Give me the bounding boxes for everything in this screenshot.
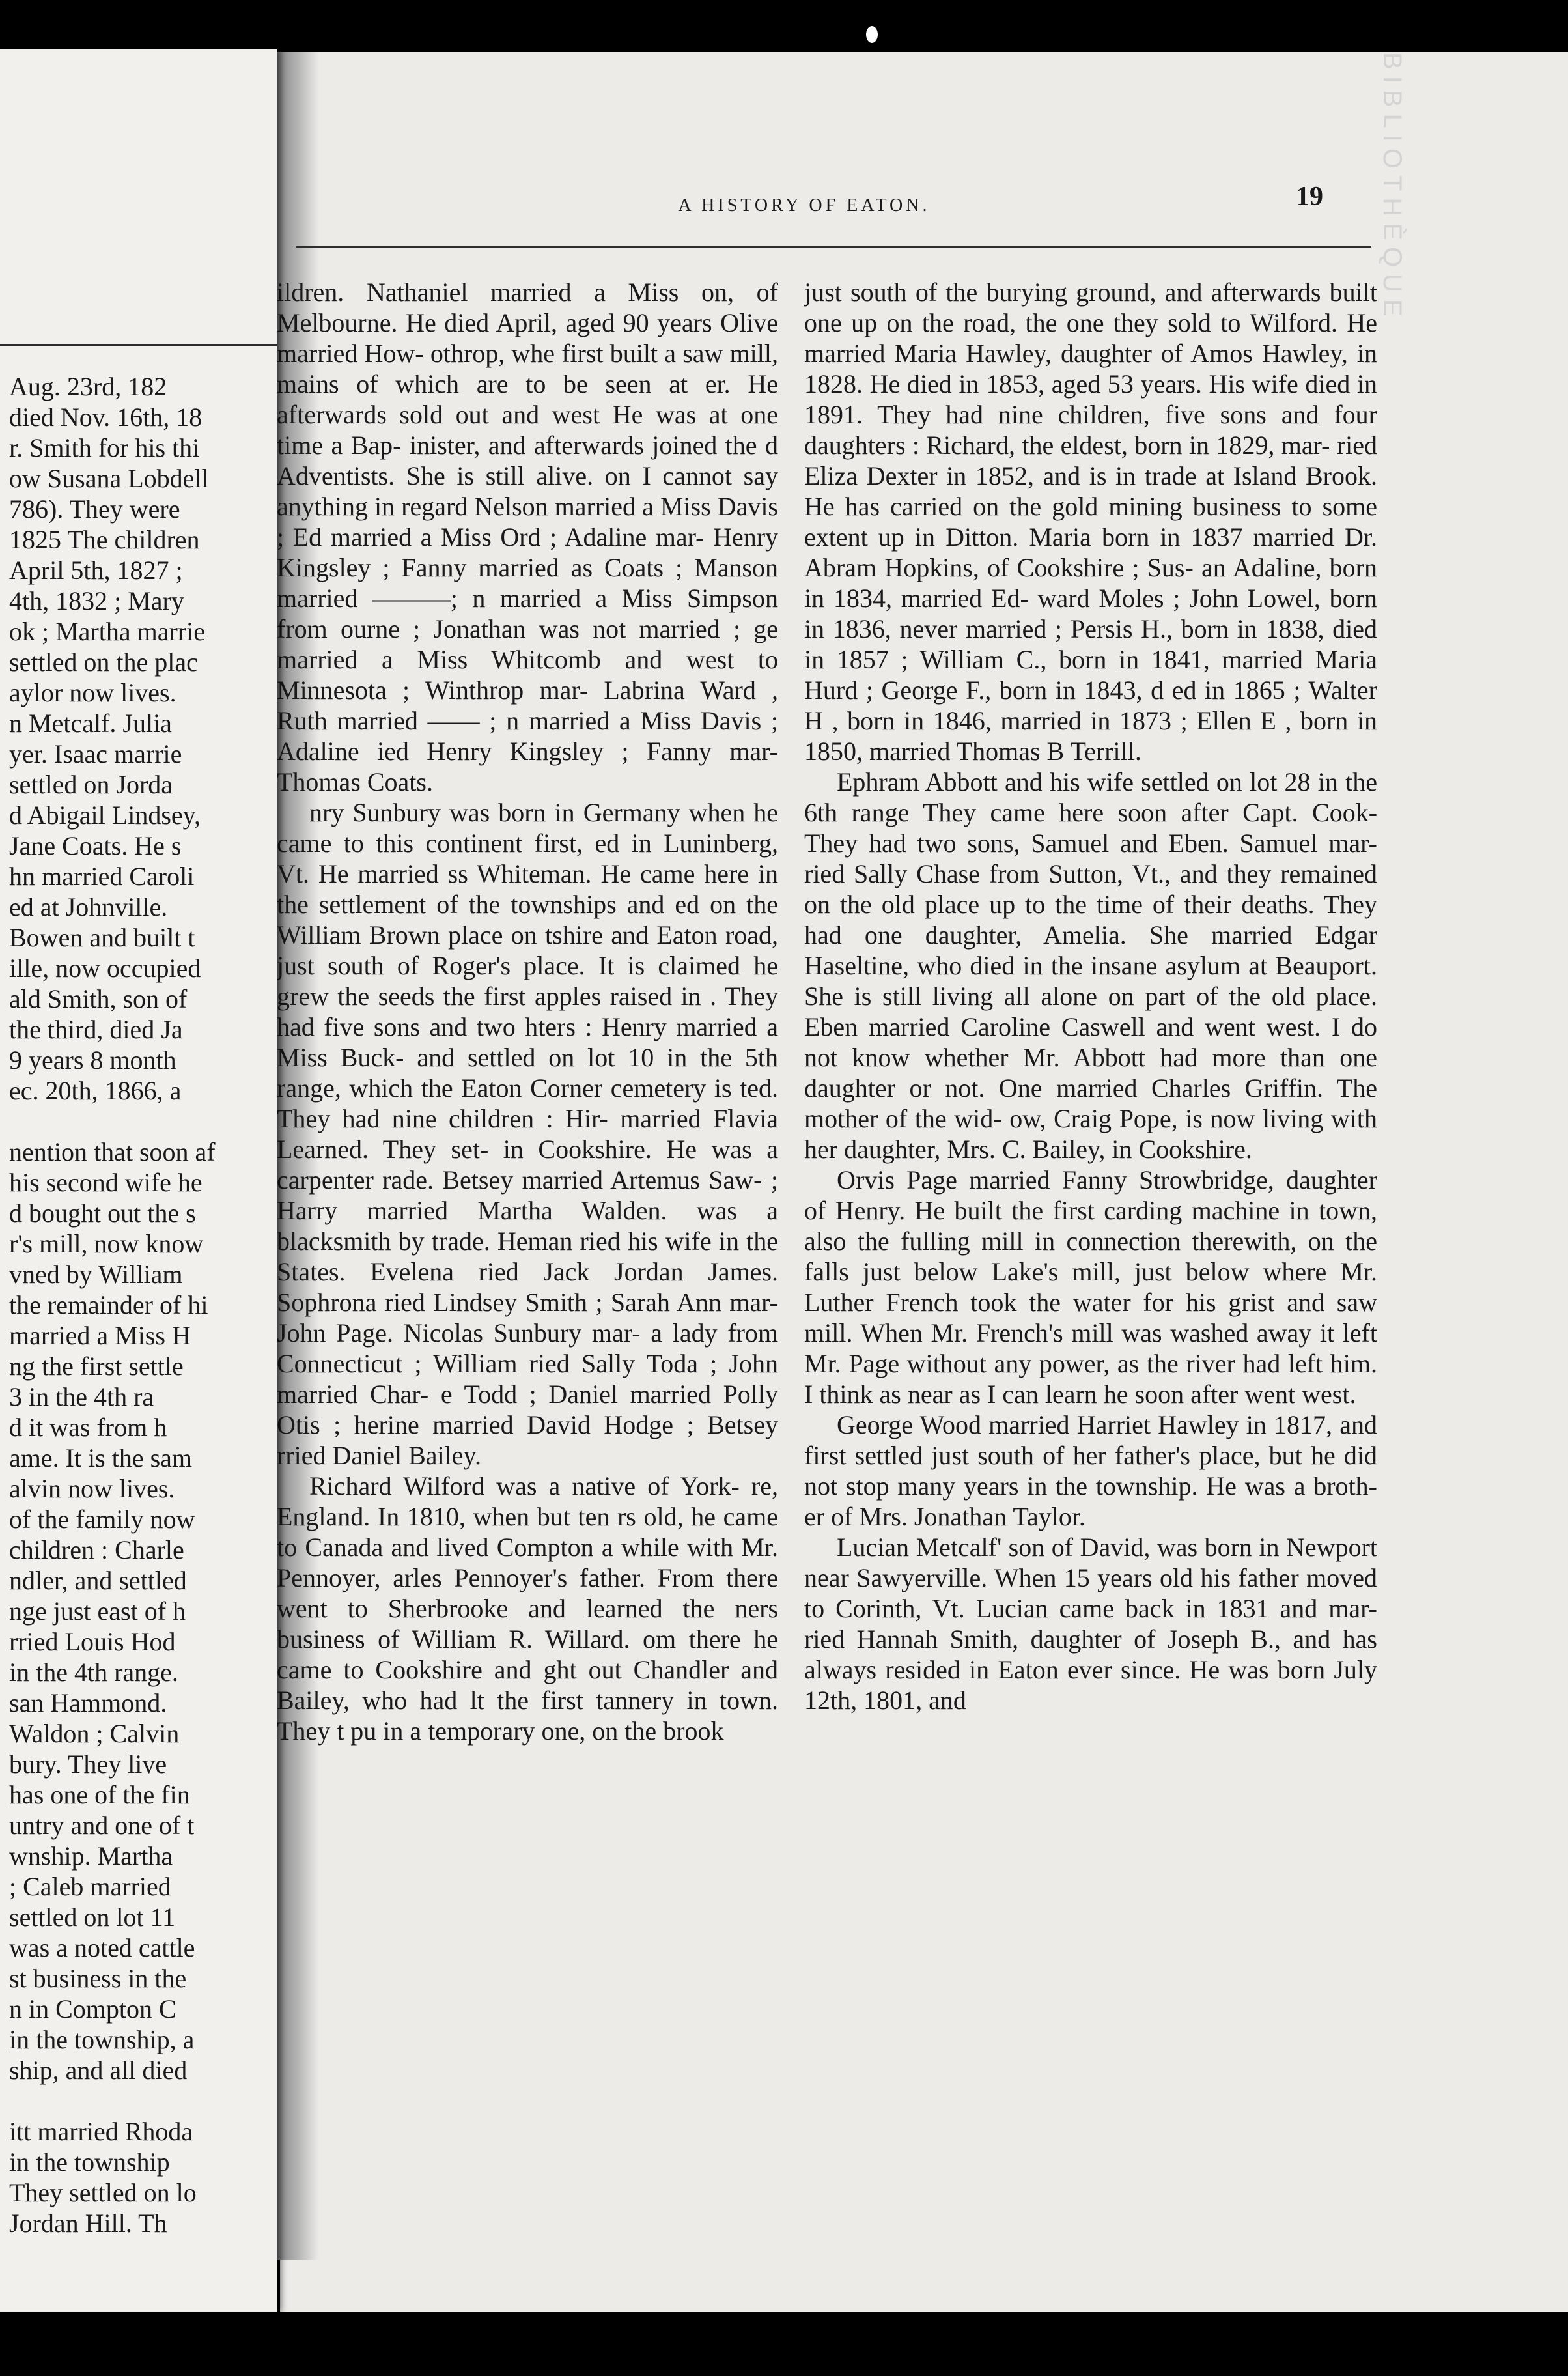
paragraph bbox=[804, 277, 1377, 767]
text-line: Richard, the eldest, born in 1829, mar- bbox=[926, 431, 1330, 460]
previous-page-overlap bbox=[0, 49, 277, 2312]
text-line: ildren. Nathaniel married a Miss bbox=[277, 277, 679, 307]
previous-page-line: died Nov. 16th, 18 bbox=[9, 403, 203, 432]
previous-page-line: nention that soon af bbox=[9, 1137, 216, 1167]
paragraph bbox=[277, 277, 778, 797]
text-line: afterwards built one up on the road, the bbox=[804, 277, 1377, 337]
previous-page-line: Bowen and built t bbox=[9, 923, 195, 952]
text-line: John Page. Nicolas Sunbury mar- bbox=[277, 1318, 641, 1348]
previous-page-line: the remainder of hi bbox=[9, 1290, 208, 1320]
text-line: was a blacksmith by trade. Heman bbox=[277, 1196, 778, 1256]
text-line: than one daughter or not. One married bbox=[804, 1043, 1377, 1103]
text-line: married Maria Hurd ; George F., born in bbox=[804, 645, 1377, 705]
paragraph bbox=[804, 1532, 1377, 1716]
text-line: d Adventists. She is still alive. bbox=[277, 431, 778, 490]
previous-page-line: of the family now bbox=[9, 1505, 195, 1534]
previous-page-line: has one of the fin bbox=[9, 1780, 190, 1809]
previous-page-line: 3 in the 4th ra bbox=[9, 1382, 154, 1411]
previous-page-text bbox=[9, 371, 277, 2239]
text-line: ed on the William Brown place on bbox=[277, 890, 778, 950]
text-line: which the Eaton Corner cemetery is bbox=[349, 1073, 732, 1103]
text-line: left him. I think as near as I can learn bbox=[804, 1349, 1377, 1409]
previous-page-line: rried Louis Hod bbox=[9, 1627, 176, 1656]
text-line: as Coats ; Manson married ———; bbox=[277, 553, 778, 613]
text-line: when he came to this continent first, bbox=[277, 798, 778, 858]
paragraph bbox=[804, 767, 1377, 1165]
text-line: he soon after went west. bbox=[1103, 1379, 1356, 1409]
text-line: ge married a Miss Whitcomb and bbox=[277, 614, 778, 674]
previous-page-line: nge just east of h bbox=[9, 1596, 186, 1626]
text-line: Haseltine, who died in the insane asylum bbox=[804, 951, 1240, 980]
previous-page-line: yer. Isaac marrie bbox=[9, 739, 182, 769]
text-line: mill in connection therewith, on the falls bbox=[804, 1226, 1377, 1286]
text-line: since. He was born July 12th, 1801, and bbox=[804, 1655, 1377, 1715]
previous-page-line: n Metcalf. Julia bbox=[9, 709, 172, 738]
previous-page-line: 9 years 8 month bbox=[9, 1045, 176, 1075]
previous-page-line: Jordan Hill. Th bbox=[9, 2209, 167, 2238]
text-line: Henry Kingsley ; Fanny married bbox=[277, 522, 778, 582]
previous-page-line: ille, now occupied bbox=[9, 954, 201, 983]
text-line: lt the first tannery in town. They bbox=[277, 1686, 778, 1746]
previous-page-line: hn married Caroli bbox=[9, 862, 195, 891]
previous-page-line: ed at Johnville. bbox=[9, 892, 168, 922]
previous-page-line: settled on Jorda bbox=[9, 770, 173, 799]
text-line: ow, Craig Pope, is now living with her bbox=[804, 1104, 1377, 1164]
text-line: arles Pennoyer's father. From there bbox=[393, 1563, 778, 1592]
text-line: er. He afterwards sold out and bbox=[277, 369, 778, 429]
text-line: rs old, he came to Canada and lived bbox=[277, 1502, 778, 1562]
text-line: aged 90 years Olive married How- bbox=[277, 308, 778, 368]
text-line: n married a Miss Davis ; Adaline bbox=[277, 706, 778, 766]
text-line: just below Lake's mill, just below where bbox=[862, 1257, 1327, 1286]
previous-page-line: ship, and all died bbox=[9, 2056, 188, 2085]
previous-page-line: April 5th, 1827 ; bbox=[9, 556, 183, 585]
previous-page-line: d bought out the s bbox=[9, 1198, 196, 1228]
previous-page-line: r's mill, now know bbox=[9, 1229, 204, 1258]
text-line: his grist and saw mill. When Mr. bbox=[804, 1288, 1377, 1348]
previous-page-line: d it was from h bbox=[9, 1413, 167, 1442]
text-line: 1850, married Thomas B Terrill. bbox=[804, 737, 1141, 766]
text-line: ried Eliza Dexter in 1852, and is in trade bbox=[804, 431, 1377, 490]
text-line: 1846, married in 1873 ; Ellen E , born in bbox=[932, 706, 1377, 735]
previous-page-line bbox=[9, 1106, 277, 1137]
text-line: the seeds the first apples raised in bbox=[337, 982, 701, 1011]
previous-page-line: bury. They live bbox=[9, 1749, 167, 1779]
text-line: years in the township. He was a broth- bbox=[964, 1471, 1377, 1501]
text-line: on I cannot say anything in regard bbox=[277, 461, 778, 521]
text-line: they remained on the old place up to the bbox=[804, 859, 1377, 919]
previous-page-line: st business in the bbox=[9, 1964, 187, 1993]
previous-page-line: ng the first settle bbox=[9, 1351, 184, 1381]
text-line: on, of Melbourne. He died April, bbox=[277, 277, 778, 337]
text-line: settlement of the townships and bbox=[318, 890, 665, 919]
text-line: B., and has always resided in Eaton ever bbox=[804, 1624, 1377, 1684]
previous-page-line: his second wife he bbox=[9, 1168, 203, 1197]
text-line: herine married David Hodge ; Betsey bbox=[354, 1410, 778, 1439]
text-line: Compton a while with Mr. Pennoyer, bbox=[277, 1533, 778, 1592]
text-line: married Flavia Learned. They set- bbox=[277, 1104, 778, 1164]
text-line: time of their deaths. They had one bbox=[804, 890, 1377, 950]
text-line: e Todd ; Daniel married Polly Otis ; bbox=[277, 1379, 778, 1439]
text-line: tshire and Eaton road, just south of bbox=[277, 920, 778, 980]
text-line: othrop, whe first built a saw mill, bbox=[430, 339, 778, 368]
text-line: on part of the old place. Eben married bbox=[804, 982, 1377, 1041]
previous-page-line: n in Compton C bbox=[9, 1994, 176, 2024]
text-line: French's mill was washed away it left Mr. bbox=[804, 1318, 1377, 1378]
text-line: Nelson married a Miss Davis ; Ed bbox=[277, 492, 778, 552]
text-line: in 1828. He died in 1853, aged 53 years. bbox=[804, 339, 1377, 399]
text-line: a lady from Connecticut ; William bbox=[277, 1318, 778, 1378]
previous-page-line: 1825 The children bbox=[9, 525, 200, 554]
text-line: er of Mrs. Jonathan Taylor. bbox=[804, 1502, 1085, 1531]
text-line: ss Whiteman. He came here in the bbox=[277, 859, 778, 919]
previous-page-rule bbox=[0, 344, 277, 346]
text-line: never married ; Persis H., born in 1838, bbox=[899, 614, 1324, 644]
text-line: George Wood married Harriet Hawley bbox=[837, 1410, 1239, 1439]
previous-page-line: ame. It is the sam bbox=[9, 1443, 193, 1473]
text-line: inister, and afterwards joined the bbox=[409, 431, 757, 460]
text-line: and settled on lot 10 in the 5th range, bbox=[277, 1043, 778, 1103]
text-line: father's place, but he did not stop many bbox=[804, 1441, 1377, 1501]
text-line: Orvis Page married Fanny Strowbridge, bbox=[837, 1165, 1274, 1195]
previous-page-line: 786). They were bbox=[9, 494, 180, 524]
previous-page-line: alvin now lives. bbox=[9, 1474, 175, 1503]
text-line: Vt. Lucian came back in 1831 and mar- bbox=[932, 1594, 1377, 1623]
previous-page-line: itt married Rhoda bbox=[9, 2117, 193, 2146]
previous-page-line: the third, died Ja bbox=[9, 1015, 183, 1044]
text-line: rried Daniel Bailey. bbox=[277, 1441, 481, 1470]
text-line: Labrina Ward , Ruth married —— ; bbox=[277, 675, 778, 735]
text-line: Page without any power, as the river had bbox=[848, 1349, 1281, 1378]
text-line: just south of the burying ground, and bbox=[804, 277, 1203, 307]
previous-page-line: ec. 20th, 1866, a bbox=[9, 1076, 182, 1105]
text-line: married a Miss Ord ; Adaline mar- bbox=[330, 522, 705, 552]
text-line: ners business of William R. Willard. bbox=[277, 1594, 778, 1654]
text-line: soon after Capt. Cook- They had two bbox=[804, 798, 1377, 858]
text-line: 1843, d ed in 1865 ; Walter H , born in bbox=[804, 675, 1377, 735]
header-rule bbox=[296, 246, 1371, 248]
text-line: ght out Chandler and Bailey, who had bbox=[277, 1655, 778, 1715]
text-line: ted. They had nine children : Hir- bbox=[277, 1073, 778, 1133]
previous-page-line: aylor now lives. bbox=[9, 678, 176, 707]
previous-page-line: ald Smith, son of bbox=[9, 984, 188, 1013]
text-line: daughter of Henry. He built the first bbox=[804, 1165, 1377, 1225]
page-number: 19 bbox=[1296, 182, 1323, 212]
text-line: 15 years old his father moved to Corinth, bbox=[804, 1563, 1377, 1623]
previous-page-line: Jane Coats. He s bbox=[9, 831, 182, 860]
text-line: ried his wife in the States. Evelena bbox=[277, 1226, 778, 1286]
text-line: sons, Samuel and Eben. Samuel mar- bbox=[967, 828, 1377, 858]
previous-page-line: in the township bbox=[9, 2147, 170, 2177]
text-line: west to Minnesota ; Winthrop mar- bbox=[277, 645, 778, 705]
text-line: Maria Hawley, daughter of Amos Hawley, bbox=[894, 339, 1348, 368]
text-line: not know whether Mr. Abbott had more bbox=[804, 1043, 1266, 1072]
previous-page-line: in the 4th range. bbox=[9, 1658, 178, 1687]
text-line: Thomas Coats. bbox=[277, 767, 433, 797]
previous-page-line: r. Smith for his thi bbox=[9, 433, 200, 462]
text-line: rade. Betsey married Artemus Saw- bbox=[382, 1165, 763, 1195]
text-line: ed in Luninberg, Vt. He married bbox=[277, 828, 778, 888]
text-line: west He was at one time a Bap- bbox=[277, 400, 778, 460]
text-line: His wife died in 1891. They had nine bbox=[804, 369, 1377, 429]
previous-page-line: Waldon ; Calvin bbox=[9, 1719, 180, 1748]
text-line: . They had five sons and two bbox=[277, 982, 778, 1041]
left-text-column bbox=[277, 277, 778, 2166]
previous-page-line: settled on the plac bbox=[9, 647, 198, 677]
text-line: Dr. Abram Hopkins, of Cookshire ; Sus- bbox=[804, 522, 1377, 582]
previous-page-line: san Hammond. bbox=[9, 1688, 167, 1718]
scan-speck bbox=[866, 26, 878, 43]
text-line: Charles Griffin. The mother of the wid- bbox=[804, 1073, 1377, 1133]
text-line: t pu in a temporary one, on the brook bbox=[337, 1716, 724, 1746]
text-line: in Cookshire. He was a carpenter bbox=[277, 1135, 778, 1195]
previous-page-line: children : Charle bbox=[9, 1535, 184, 1564]
text-line: at Beauport. She is still living all alone bbox=[804, 951, 1377, 1011]
text-line: hters : Henry married a Miss Buck- bbox=[277, 1012, 778, 1072]
text-line: at Island Brook. He has carried on the bbox=[804, 461, 1377, 521]
text-line: ried Hannah Smith, daughter of Joseph bbox=[804, 1624, 1239, 1654]
previous-page-line: ow Susana Lobdell bbox=[9, 464, 209, 493]
right-text-column bbox=[804, 277, 1377, 2166]
paragraph bbox=[804, 1409, 1377, 1532]
paragraph bbox=[804, 1165, 1377, 1409]
previous-page-line bbox=[9, 2086, 277, 2116]
previous-page-line: settled on lot 11 bbox=[9, 1902, 176, 1932]
text-line: one they sold to Wilford. He married bbox=[804, 308, 1377, 368]
previous-page-line: untry and one of t bbox=[9, 1811, 195, 1840]
text-line: n married a Miss Simpson from bbox=[277, 584, 778, 644]
previous-page-line: married a Miss H bbox=[9, 1321, 191, 1350]
text-line: born in Newport near Sawyerville. When bbox=[804, 1533, 1377, 1592]
paragraph bbox=[277, 797, 778, 1471]
text-line: mains of which are to be seen at bbox=[277, 369, 688, 399]
text-line: went to Sherbrooke and learned the bbox=[277, 1594, 715, 1623]
previous-page-line: was a noted cattle bbox=[9, 1933, 195, 1962]
text-line: Lucian Metcalf' son of David, was bbox=[837, 1533, 1198, 1562]
text-line: Roger's place. It is claimed he grew bbox=[277, 951, 778, 1011]
text-line: daughter, Amelia. She married Edgar bbox=[925, 920, 1377, 950]
paragraph bbox=[277, 1471, 778, 1746]
text-line: ward Moles ; John Lowel, born in 1836, bbox=[804, 584, 1377, 644]
text-line: ried Sally Chase from Sutton, Vt., and bbox=[804, 859, 1218, 888]
previous-page-line: ndler, and settled bbox=[9, 1566, 187, 1595]
text-line: an Adaline, born in 1834, married Ed- bbox=[804, 553, 1377, 613]
text-line: om there he came to Cookshire and bbox=[277, 1624, 778, 1684]
text-line: Richard Wilford was a native of York- bbox=[309, 1471, 740, 1501]
previous-page-line: vned by William bbox=[9, 1260, 183, 1289]
text-line: ried Jack Jordan James. Sophrona bbox=[277, 1257, 778, 1317]
text-line: lot 28 in the 6th range They came here bbox=[804, 767, 1377, 827]
text-line: died in 1857 ; William C., born in 1841, bbox=[804, 614, 1377, 674]
text-line: nry Sunbury was born in Germany bbox=[309, 798, 680, 827]
text-line: ied Henry Kingsley ; Fanny mar- bbox=[377, 737, 778, 766]
text-line: ; Harry married Martha Walden. bbox=[277, 1165, 778, 1225]
previous-page-line: wnship. Martha bbox=[9, 1841, 173, 1871]
text-line: ourne ; Jonathan was not married ; bbox=[340, 614, 741, 644]
text-line: daughter, Mrs. C. Bailey, in Cookshire. bbox=[844, 1135, 1252, 1164]
previous-page-line: in the township, a bbox=[9, 2025, 195, 2054]
text-line: ried Sally Toda ; John married Char- bbox=[277, 1349, 778, 1409]
text-line: Ephram Abbott and his wife settled on bbox=[837, 767, 1242, 797]
previous-page-line: Aug. 23rd, 182 bbox=[9, 372, 167, 401]
text-line: in Ditton. Maria born in 1837 married bbox=[914, 522, 1334, 552]
running-head: A HISTORY OF EATON. bbox=[678, 195, 931, 216]
previous-page-line: ok ; Martha marrie bbox=[9, 617, 205, 646]
text-line: Mr. Luther French took the water for bbox=[804, 1257, 1377, 1317]
previous-page-line: ; Caleb married bbox=[9, 1872, 171, 1901]
text-line: in 1817, and first settled just south of her bbox=[804, 1410, 1377, 1470]
text-line: Caroline Caswell and went west. I do bbox=[960, 1012, 1377, 1041]
previous-page-line: They settled on lo bbox=[9, 2178, 197, 2207]
text-line: gold mining business to some extent up bbox=[804, 492, 1377, 552]
text-line: re, England. In 1810, when but ten bbox=[277, 1471, 778, 1531]
text-line: carding machine in town, also the fulling bbox=[804, 1196, 1377, 1256]
previous-page-line: d Abigail Lindsey, bbox=[9, 800, 201, 830]
text-line: ried Lindsey Smith ; Sarah Ann mar- bbox=[384, 1288, 778, 1317]
library-stamp: BIBLIOTHÈQUE bbox=[1378, 52, 1407, 323]
text-line: children, five sons and four daughters : bbox=[804, 400, 1377, 460]
previous-page-line: 4th, 1832 ; Mary bbox=[9, 586, 184, 615]
